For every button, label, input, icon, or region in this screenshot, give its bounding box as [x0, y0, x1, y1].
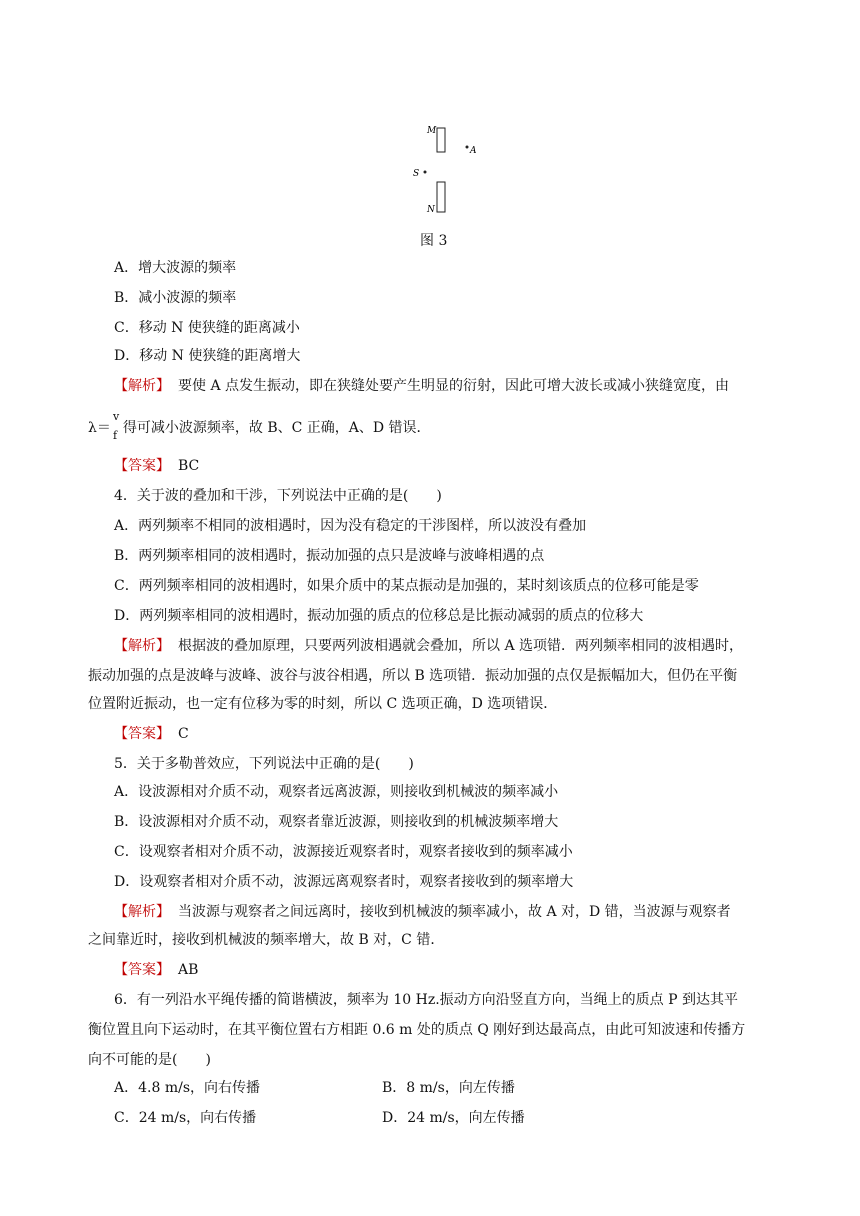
- point-a: [466, 146, 469, 149]
- q3-analysis-line-1: [114, 376, 729, 396]
- q5-option-d: D．设观察者相对介质不动，波源远离观察者时，观察者接收到的频率增大: [114, 874, 574, 890]
- q3-option-c: C．移动 N 使狭缝的距离减小: [114, 320, 300, 336]
- q6-option-d: D．24 m/s，向左传播: [382, 1110, 525, 1126]
- q3-answer: BC: [178, 458, 200, 474]
- label-a: A: [470, 146, 477, 156]
- q3-answer-line: [114, 456, 199, 476]
- q6-stem-line-3: 向不可能的是( ): [88, 1052, 211, 1068]
- slit-diagram-svg: [405, 120, 495, 220]
- q4-answer: C: [178, 726, 189, 742]
- q3-analysis-text-2: 得可减小波源频率，故 B、C 正确，A、D 错误．: [122, 420, 431, 436]
- q6-option-a: A．4.8 m/s，向右传播: [114, 1080, 261, 1096]
- q3-analysis-lambda: λ＝: [88, 420, 111, 436]
- q3-option-d: D．移动 N 使狭缝的距离增大: [114, 348, 301, 364]
- q6-stem-line-2: 衡位置且向下运动时，在其平衡位置右方相距 0.6 m 处的质点 Q 刚好到达最高点，由此可知波速和传播方: [88, 1022, 746, 1038]
- label-s: S: [413, 169, 420, 179]
- q5-option-a: A．设波源相对介质不动，观察者远离波源，则接收到机械波的频率减小: [114, 784, 559, 800]
- barrier-lower: [437, 182, 445, 212]
- q4-analysis-line-1: [114, 636, 743, 656]
- q4-stem: 4．关于波的叠加和干涉，下列说法中正确的是( ): [114, 488, 442, 504]
- q3-analysis-text-1: 要使 A 点发生振动，即在狭缝处要产生明显的衍射，因此可增大波长或减小狭缝宽度，由: [178, 378, 730, 394]
- q5-answer-line: [114, 960, 198, 980]
- label-m: M: [427, 126, 437, 136]
- q5-answer: AB: [178, 962, 199, 978]
- q6-option-c: C．24 m/s，向右传播: [114, 1110, 257, 1126]
- q4-option-b: B．两列频率相同的波相遇时，振动加强的点只是波峰与波峰相遇的点: [114, 548, 545, 564]
- q3-answer-tag: 【答案】: [114, 458, 170, 474]
- q5-option-b: B．设波源相对介质不动，观察者靠近波源，则接收到的机械波频率增大: [114, 814, 559, 830]
- q6-option-b: B．8 m/s，向左传播: [382, 1080, 515, 1096]
- q3-analysis-tag: 【解析】: [114, 378, 170, 394]
- q4-option-d: D．两列频率相同的波相遇时，振动加强的质点的位移总是比振动减弱的质点的位移大: [114, 608, 644, 624]
- q6-stem-line-1: 6．有一列沿水平绳传播的简谐横波，频率为 10 Hz.振动方向沿竖直方向，当绳上的质点 P 到达其平: [114, 992, 738, 1008]
- q4-answer-tag: 【答案】: [114, 726, 170, 742]
- q5-analysis-line-2: 之间靠近时，接收到机械波的频率增大，故 B 对，C 错．: [88, 932, 445, 948]
- q5-option-c: C．设观察者相对介质不动，波源接近观察者时，观察者接收到的频率减小: [114, 844, 573, 860]
- q3-analysis-line-2: [88, 418, 431, 438]
- q4-analysis-text-1: 根据波的叠加原理，只要两列波相遇就会叠加，所以 A 选项错．两列频率相同的波相遇时，: [178, 638, 744, 654]
- q4-analysis-line-3: 位置附近振动，也一定有位移为零的时刻，所以 C 选项正确，D 选项错误．: [88, 696, 558, 712]
- fraction-denominator: f: [113, 429, 118, 442]
- q4-answer-line: [114, 724, 189, 744]
- barrier-upper: [437, 128, 445, 152]
- figure-caption: 图 3: [420, 233, 448, 249]
- q5-analysis-tag: 【解析】: [114, 904, 170, 920]
- fraction-numerator: v: [113, 410, 120, 423]
- slit-diagram: [405, 120, 495, 220]
- q5-stem: 5．关于多勒普效应，下列说法中正确的是( ): [114, 756, 414, 772]
- point-s: [424, 171, 427, 174]
- q3-option-a: A．增大波源的频率: [114, 260, 237, 276]
- q5-analysis-text-1: 当波源与观察者之间远离时，接收到机械波的频率减小，故 A 对，D 错，当波源与观察者: [178, 904, 731, 920]
- q5-answer-tag: 【答案】: [114, 962, 170, 978]
- q4-option-a: A．两列频率不相同的波相遇时，因为没有稳定的干涉图样，所以波没有叠加: [114, 518, 587, 534]
- q4-option-c: C．两列频率相同的波相遇时，如果介质中的某点振动是加强的，某时刻该质点的位移可能是零: [114, 578, 699, 594]
- q5-analysis-line-1: [114, 902, 731, 922]
- label-n: N: [427, 205, 435, 215]
- q3-option-b: B．减小波源的频率: [114, 290, 237, 306]
- q4-analysis-line-2: 振动加强的点是波峰与波峰、波谷与波谷相遇，所以 B 选项错．振动加强的点仅是振幅加大，但仍在平衡: [88, 668, 738, 684]
- q4-analysis-tag: 【解析】: [114, 638, 170, 654]
